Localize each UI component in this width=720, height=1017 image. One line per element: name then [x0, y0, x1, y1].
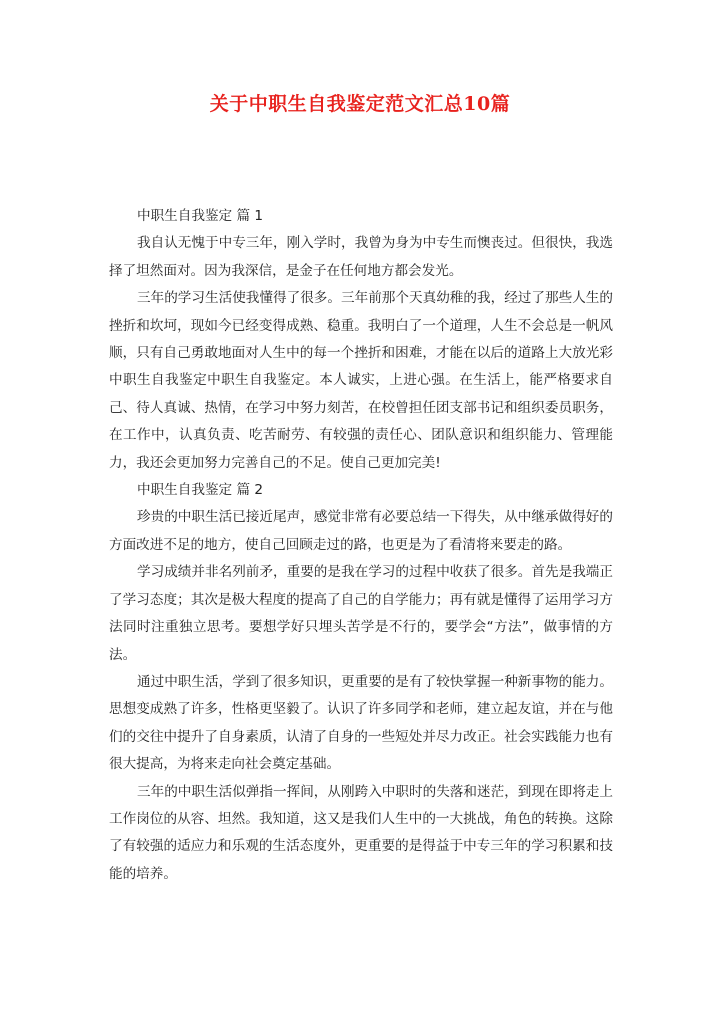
section-1	[109, 203, 613, 477]
section-2	[109, 477, 613, 888]
paragraph: 通过中职生活，学到了很多知识，更重要的是有了较快掌握一种新事物的能力。思想变成熟了许多，性格更坚毅了。认识了许多同学和老师，建立起友谊，并在与他们的交往中提升了自身素质，认清了自身的一些短处并尽力改正。社会实践能力也有很大提高，为将来走向社会奠定基础。	[109, 673, 613, 773]
paragraph: 三年的学习生活使我懂得了很多。三年前那个天真幼稚的我，经过了那些人生的挫折和坎坷，现如今已经变得成熟、稳重。我明白了一个道理，人生不会总是一帆风顺，只有自己勇敢地面对人生中的每一个挫折和困难，才能在以后的道路上大放光彩中职生自我鉴定中职生自我鉴定。本人诚实，上进心强。在生活上，能严格要求自己、待人真诚、热情，在学习中努力刻苦，在校曾担任团支部书记和组织委员职务，在工作中，认真负责、吃苦耐劳、有较强的责任心、团队意识和组织能力、管理能力，我还会更加努力完善自己的不足。使自己更加完美!	[109, 290, 613, 471]
paragraph: 珍贵的中职生活已接近尾声，感觉非常有必要总结一下得失，从中继承做得好的方面改进不足的地方，使自己回顾走过的路，也更是为了看清将来要走的路。	[109, 509, 613, 553]
paragraph: 我自认无愧于中专三年，刚入学时，我曾为身为中专生而懊丧过。但很快，我选择了坦然面对。因为我深信，是金子在任何地方都会发光。	[109, 235, 613, 279]
section-heading: 中职生自我鉴定 篇 1	[137, 208, 264, 224]
paragraph: 学习成绩并非名列前矛，重要的是我在学习的过程中收获了很多。首先是我端正了学习态度；其次是极大程度的提高了自己的自学能力；再有就是懂得了运用学习方法同时注重独立思考。要想学好只埋头苦学是不行的，要学会“方法”，做事情的方法。	[109, 564, 613, 663]
document-title: 关于中职生自我鉴定范文汇总10篇	[209, 93, 511, 115]
section-heading: 中职生自我鉴定 篇 2	[137, 482, 264, 499]
paragraph: 三年的中职生活似弹指一挥间，从刚跨入中职时的失落和迷茫，到现在即将走上工作岗位的从容、坦然。我知道，这又是我们人生中的一大挑战，角色的转换。这除了有较强的适应力和乐观的生活态度外，更重要的是得益于中专三年的学习积累和技能的培养。	[109, 783, 613, 882]
document-body	[109, 203, 613, 888]
